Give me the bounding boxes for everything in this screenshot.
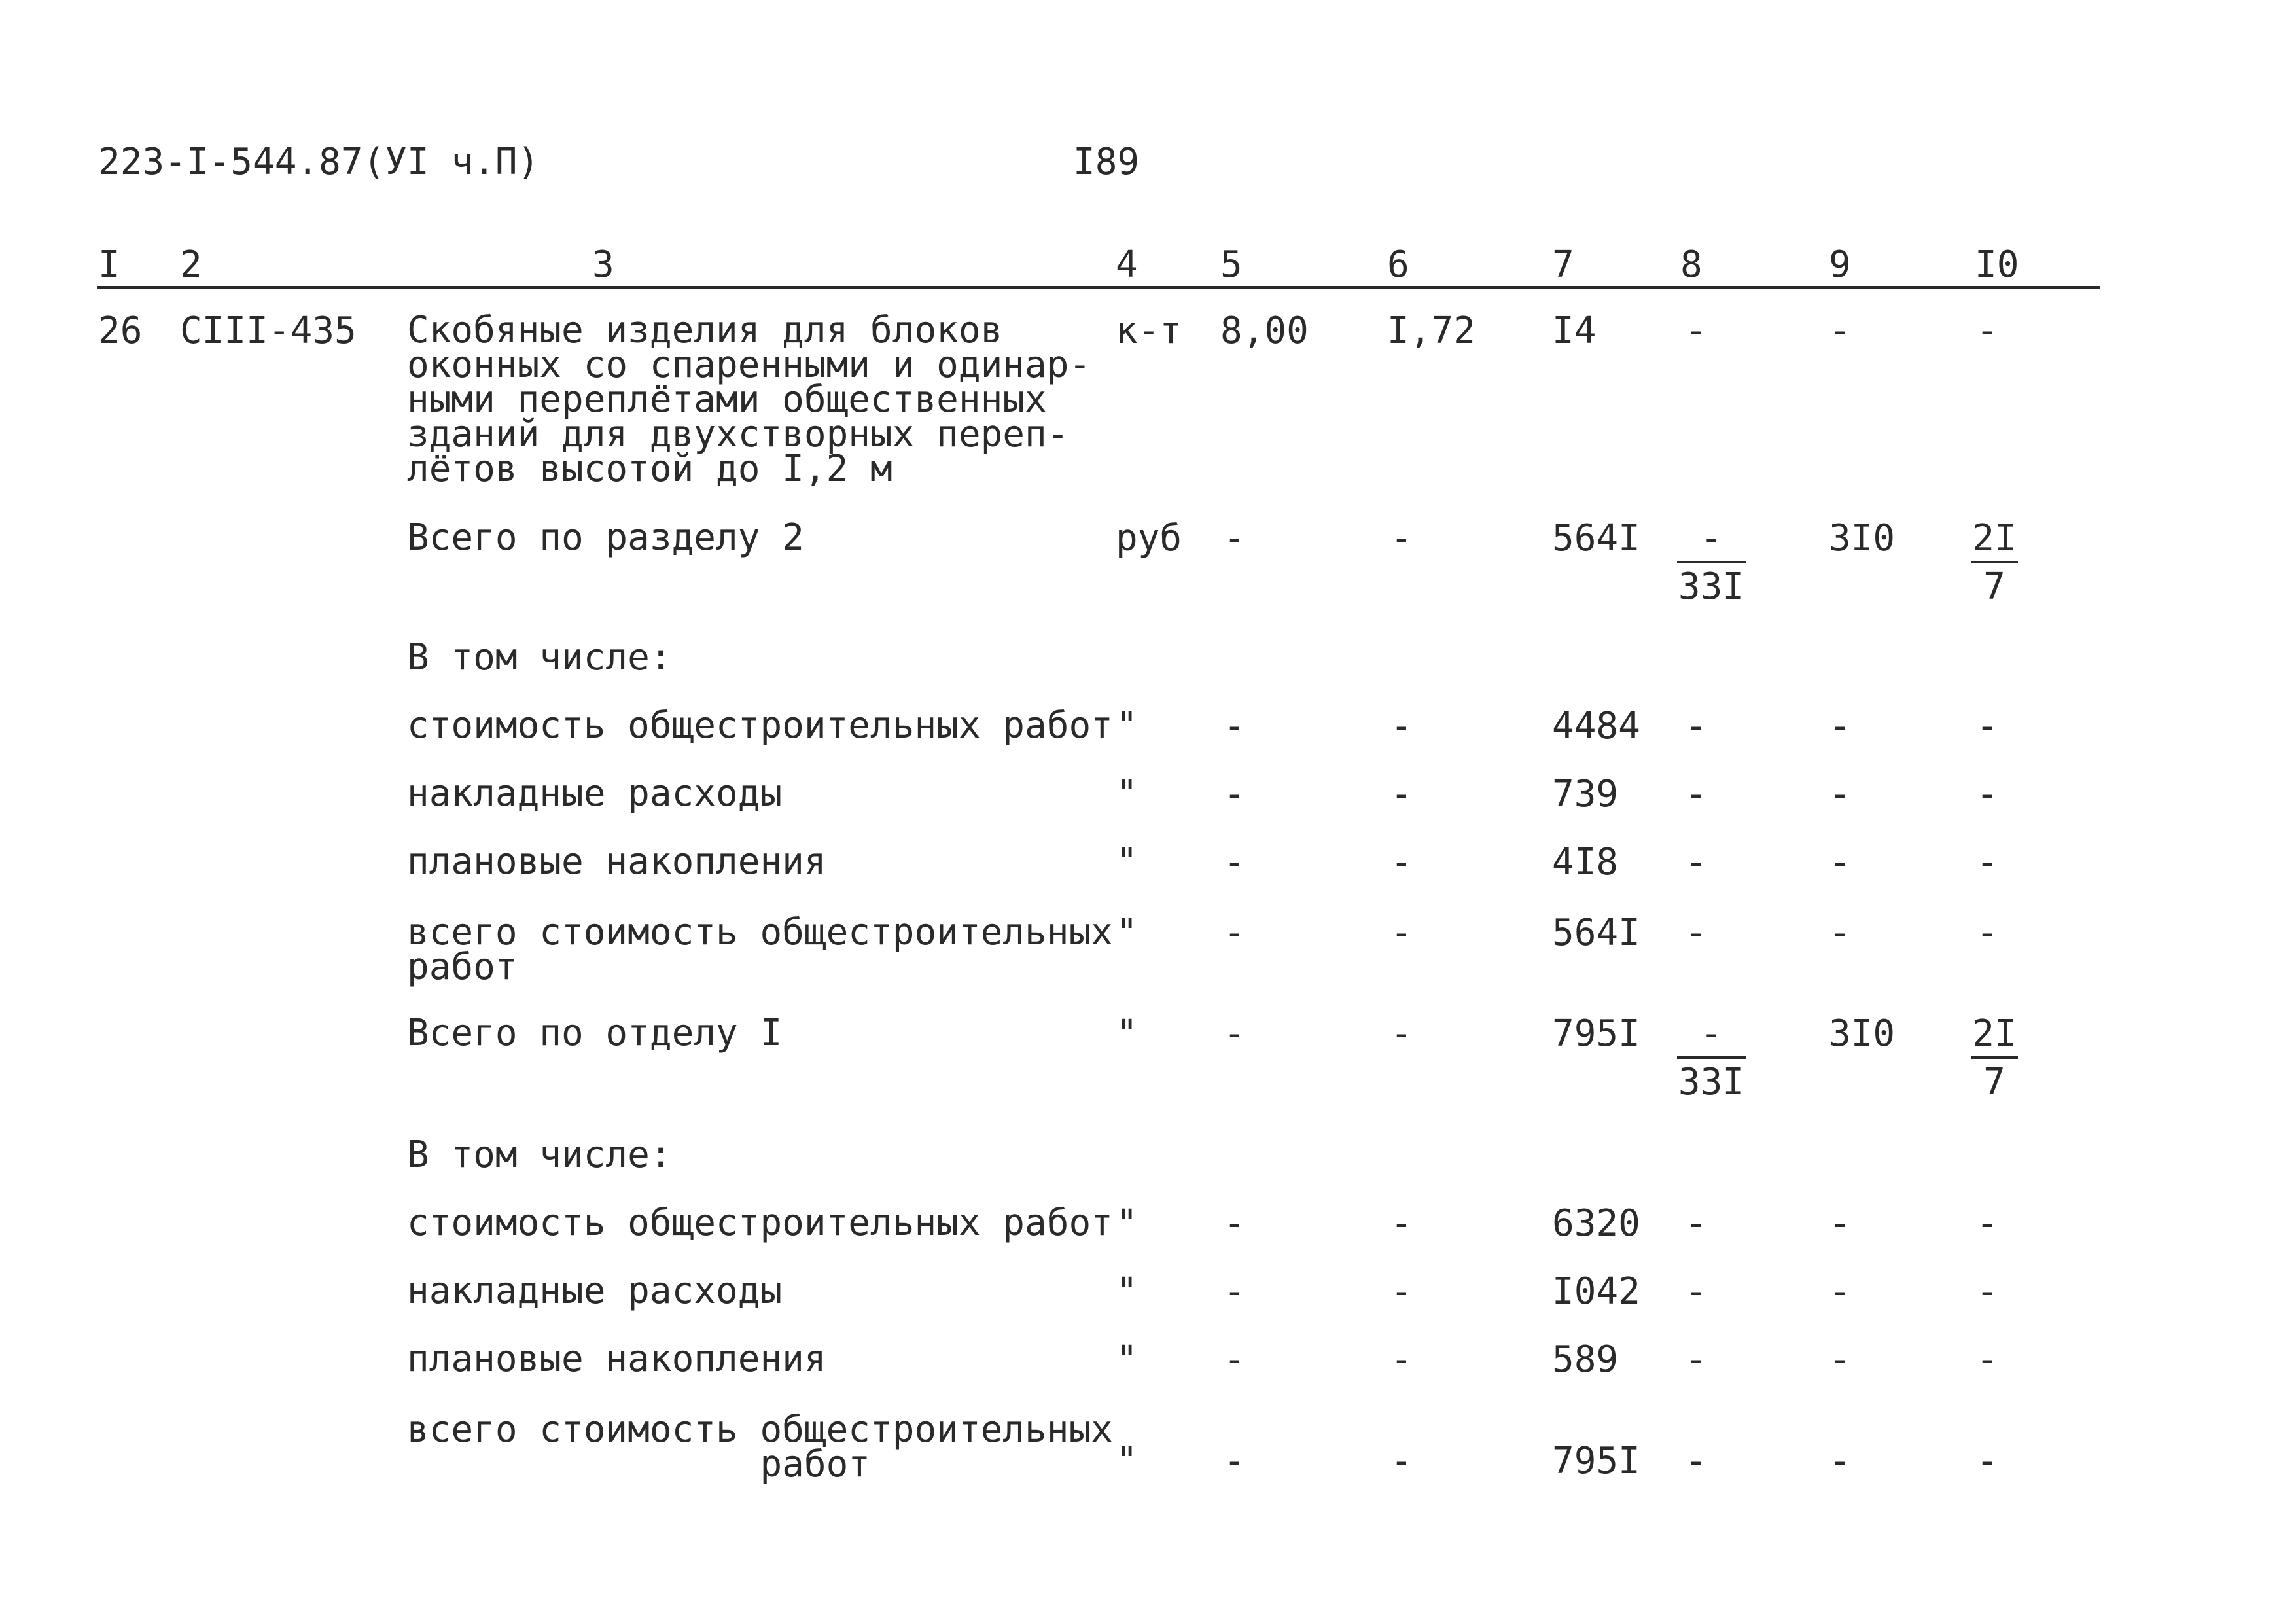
unit-cell: " (1116, 1270, 1138, 1313)
column-number: 8 (1680, 243, 1703, 286)
fraction-denominator: 7 (1983, 565, 2005, 608)
column-number: 4 (1116, 243, 1138, 286)
col5-cell: 8,00 (1220, 310, 1309, 352)
col8-cell: - (1685, 310, 1707, 352)
fraction-numerator: 2I (1971, 520, 2018, 563)
unit-cell: " (1116, 705, 1138, 747)
col6-cell: - (1390, 1012, 1413, 1055)
col6-cell: - (1390, 517, 1413, 560)
col5-cell: - (1224, 1440, 1246, 1482)
col7-cell: 564I (1552, 517, 1640, 560)
col6-cell: - (1390, 705, 1413, 747)
col9-cell: 3I0 (1829, 517, 1896, 560)
unit-cell: " (1116, 1012, 1138, 1055)
col10-cell: - (1976, 773, 1998, 815)
col8-cell: - (1685, 1338, 1707, 1381)
col10-cell: - (1976, 1338, 1998, 1381)
fraction-numerator: - (1677, 1016, 1746, 1059)
col9-cell: - (1829, 310, 1851, 352)
col8-cell: - (1685, 773, 1707, 815)
fraction-denominator: 7 (1983, 1061, 2005, 1103)
item-description: накладные расходы (407, 772, 783, 815)
col7-cell: 795I (1552, 1012, 1640, 1055)
col7-cell: 564I (1552, 912, 1640, 954)
col6-cell: - (1390, 1338, 1413, 1381)
col5-cell: - (1224, 517, 1246, 560)
unit-cell: " (1116, 1338, 1138, 1381)
subheading: В том числе: (407, 636, 672, 679)
col6-cell: - (1390, 1440, 1413, 1482)
column-number: 2 (180, 243, 202, 286)
row-number: 26 (98, 310, 143, 352)
fraction-denominator: 33I (1678, 565, 1745, 608)
col6-cell: - (1390, 773, 1413, 815)
col7-cell: 4484 (1552, 705, 1640, 747)
col5-cell: - (1224, 1012, 1246, 1055)
unit-cell: " (1116, 912, 1138, 954)
col9-cell: - (1829, 912, 1851, 954)
col9-cell: - (1829, 773, 1851, 815)
section-total-label: Всего по разделу 2 (407, 516, 804, 559)
col5-cell: - (1224, 841, 1246, 883)
item-description: плановые накопления (407, 840, 826, 883)
unit-cell: " (1116, 1440, 1138, 1482)
department-total-label: Всего по отделу I (407, 1012, 783, 1054)
column-number: 5 (1220, 243, 1243, 286)
fraction-numerator: - (1677, 520, 1746, 563)
fraction-numerator: 2I (1971, 1016, 2018, 1059)
col10-cell: - (1976, 1202, 1998, 1245)
subheading: В том числе: (407, 1133, 672, 1176)
column-number: I (98, 243, 120, 286)
col8-cell: - (1685, 1202, 1707, 1245)
unit-cell: руб (1116, 517, 1182, 560)
col6-cell: - (1390, 1270, 1413, 1313)
item-code: СIII-435 (180, 310, 357, 352)
column-number: I0 (1975, 243, 2019, 286)
col6-cell: - (1390, 1202, 1413, 1245)
col9-cell: - (1829, 1440, 1851, 1482)
column-number: 6 (1387, 243, 1409, 286)
col8-cell: - (1685, 1440, 1707, 1482)
col7-cell: 795I (1552, 1440, 1640, 1482)
column-number: 3 (592, 243, 614, 286)
col8-fraction (1677, 1012, 1746, 1103)
unit-cell: " (1116, 1202, 1138, 1245)
item-description: накладные расходы (407, 1270, 783, 1312)
col7-cell: 4I8 (1552, 841, 1619, 883)
col6-cell: - (1390, 912, 1413, 954)
col9-cell: 3I0 (1829, 1012, 1896, 1055)
col10-cell: - (1976, 912, 1998, 954)
col10-cell: - (1976, 1270, 1998, 1313)
item-description: плановые накопления (407, 1338, 826, 1380)
col10-fraction (1971, 1012, 2018, 1103)
col10-cell: - (1976, 310, 1998, 352)
item-description: всего стоимость общестроительных работ (407, 911, 1113, 988)
col8-fraction (1677, 517, 1746, 608)
col10-fraction (1971, 517, 2018, 608)
col7-cell: I4 (1552, 310, 1597, 352)
item-description: Скобяные изделия для блоков оконных со спаренными и одинар- ными переплётами общественных зданий для двухстворных переп- лётов высотой до I,2 м (407, 309, 1091, 490)
col9-cell: - (1829, 1270, 1851, 1313)
unit-cell: к-т (1116, 310, 1182, 352)
col10-cell: - (1976, 841, 1998, 883)
fraction-denominator: 33I (1678, 1061, 1745, 1103)
column-number: 9 (1829, 243, 1851, 286)
col8-cell: - (1685, 841, 1707, 883)
col7-cell: 6320 (1552, 1202, 1640, 1245)
col5-cell: - (1224, 1270, 1246, 1313)
unit-cell: " (1116, 841, 1138, 883)
item-description: стоимость общестроительных работ (407, 1202, 1113, 1244)
col9-cell: - (1829, 1338, 1851, 1381)
col7-cell: I042 (1552, 1270, 1640, 1313)
col8-cell: - (1685, 705, 1707, 747)
col9-cell: - (1829, 841, 1851, 883)
page-number: I89 (1073, 141, 1140, 183)
unit-cell: " (1116, 773, 1138, 815)
col10-cell: - (1976, 705, 1998, 747)
item-description: всего стоимость общестроительных работ (407, 1408, 1113, 1486)
col5-cell: - (1224, 773, 1246, 815)
document-code: 223-I-544.87(УI ч.П) (98, 141, 540, 183)
col5-cell: - (1224, 1338, 1246, 1381)
col9-cell: - (1829, 1202, 1851, 1245)
col9-cell: - (1829, 705, 1851, 747)
col8-cell: - (1685, 912, 1707, 954)
col5-cell: - (1224, 705, 1246, 747)
col6-cell: - (1390, 841, 1413, 883)
col5-cell: - (1224, 912, 1246, 954)
col8-cell: - (1685, 1270, 1707, 1313)
col7-cell: 589 (1552, 1338, 1619, 1381)
header-rule (97, 286, 2100, 289)
col6-cell: I,72 (1387, 310, 1475, 352)
item-description: стоимость общестроительных работ (407, 704, 1113, 747)
col10-cell: - (1976, 1440, 1998, 1482)
col7-cell: 739 (1552, 773, 1619, 815)
col5-cell: - (1224, 1202, 1246, 1245)
column-number: 7 (1552, 243, 1574, 286)
